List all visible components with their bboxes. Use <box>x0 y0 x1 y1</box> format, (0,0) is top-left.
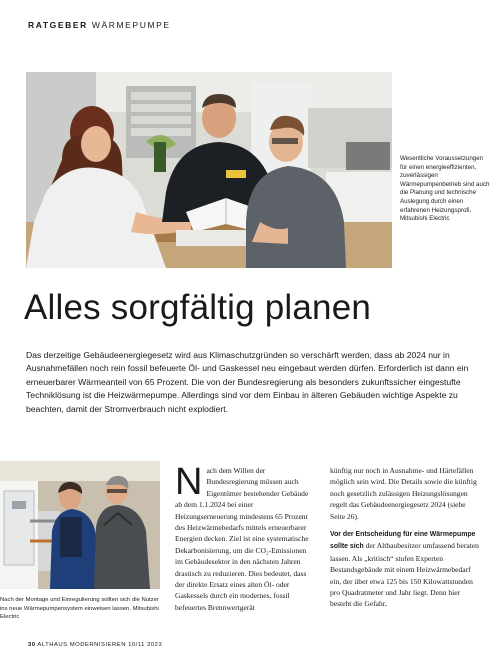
article-column-2 <box>330 465 480 610</box>
photo-caption-bottom: Nach der Montage und Einregulierung sollten sich die Nutzer ins neue Wärmepumpensystem einweisen lassen. Mitsubishi Electric <box>0 597 159 621</box>
section-topic: WÄRMEPUMPE <box>91 20 171 30</box>
section-rubric <box>28 20 171 30</box>
article-lead: Das derzeitige Gebäudeenergiegesetz wird aus Klimaschutzgründen so verschärft werden, dass ab 2024 nur in Ausnahmefällen noch rein fossil befeuerte Öl- und Gaskessel neu eingebaut werden dürfen. Erforderlich ist dann ein erneuerbarer Wärmeanteil von 65 Prozent. Die von der Bundesregierung als besonders zukunftssicher eingestufte Techniklösung ist die Heizwärmepumpe. Allerdings sind vor dem Einbau in älteren Gebäuden wichtige Aspekte zu beachten, damit der Stromverbrauch nicht explodiert. <box>26 350 469 414</box>
paragraph-lede: Vor der Entscheidung für eine Wärmepumpe sollte sich <box>330 531 476 551</box>
column-1-paragraph <box>175 461 315 613</box>
column-2-paragraph-1: künftig nur noch in Ausnahme- und Härtefällen möglich sein wird. Die Details sowie die künftig noch gesetzlich zulässigen Heizungslösungen regelt das Gebäudeenergiegesetz 2024 (siehe Seite 26). <box>330 466 477 521</box>
article-title: Alles sorgfältig planen <box>24 288 372 327</box>
photo-caption-top: Wesentliche Voraussetzungen für einen energieeffizienten, zuverlässigen Wärmepumpenbetrieb sind auch die Planung und technische Auslegung durch einen erfahrenen Heizungsprofi. Mitsubishi Electric <box>400 155 490 223</box>
page-number: 30 <box>28 642 36 648</box>
page-footer <box>28 642 162 648</box>
installation-photo <box>0 461 160 589</box>
column-2-text: der Altbaubesitzer umfassend beraten lassen. Als „kritisch“ stufen Experten Bestandsgebäude mit einem Heizwärmebedarf ein, der über etwa 125 bis 150 Kilowattstunden pro Quadratmeter und Jahr liegt. Denn hier besteht die Gefahr, <box>330 541 479 609</box>
section-label: RATGEBER <box>28 20 88 30</box>
publication-name: ALTHAUS MODERNISIEREN 10/11 2023 <box>37 642 163 648</box>
article-column-1 <box>175 461 315 613</box>
consultation-photo-illustration <box>26 72 392 268</box>
installation-photo-illustration <box>0 461 160 589</box>
consultation-photo <box>26 72 392 268</box>
column-2-paragraph-2 <box>330 528 480 610</box>
drop-cap: N <box>175 461 203 503</box>
column-1-text: ach dem Willen der Bundesregierung müssen auch Eigentümer bestehender Gebäude ab dem 1.1.2024 bei einer Heizungserneuerung mindestens 65 Prozent des Heizwärmebedarfs mittels erneuerbarer Energien decken. Ziel ist eine systematische Dekarbonisierung, um die CO₂-Emissionen im Gebäudesektor in den nächsten Jahren drastisch zu reduzieren. Dies bedeutet, dass der direkte Ersatz eines alten Öl- oder Gaskessels durch ein modernes, fossil befeuertes Brennwertgerät <box>175 466 309 612</box>
